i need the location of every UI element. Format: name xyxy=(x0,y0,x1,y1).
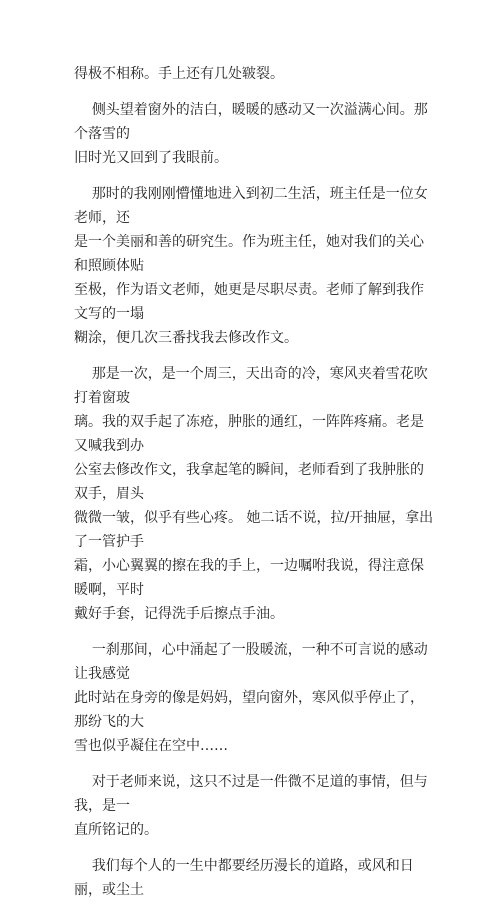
paragraph-2: 侧头望着窗外的洁白，暖暖的感动又一次溢满心间。那个落雪的 旧时光又回到了我眼前。 xyxy=(74,102,428,166)
paragraph-6: 对于老师来说，这只不过是一件微不足道的事情，但与我，是一 直所铭记的。 xyxy=(74,774,428,838)
essay-body xyxy=(74,62,434,914)
paragraph-7: 我们每个人的一生中都要经历漫长的道路，或风和日丽，或尘土 xyxy=(74,858,414,898)
paragraph-1: 得极不相称。手上还有几处皲裂。 xyxy=(74,66,284,82)
paragraph-5: 一刹那间，心中涌起了一股暖流，一种不可言说的感动让我感觉 此时站在身旁的像是妈妈，望向窗外，寒风似乎停止了，那纷飞的大 雪也似乎凝住在空中…… xyxy=(74,642,428,754)
paragraph-4: 那是一次，是一个周三，天出奇的冷，寒风夹着雪花吹打着窗玻 璃。我的双手起了冻疮，肿胀的通红，一阵阵疼痛。老是又喊我到办 公室去修改作文，我拿起笔的瞬间，老师看到了我肿胀的双手，眉头 微微一皱，似乎有些心疼。 她二话不说，拉/开抽屉，拿出了一管护手 霜，小心翼翼的擦在我的手上，一边嘱咐我说，得注意保暖啊，平时 戴好手套，记得洗手后擦点手油。 xyxy=(74,366,434,622)
paragraph-3: 那时的我刚刚懵懂地进入到初二生活，班主任是一位女老师，还 是一个美丽和善的研究生。作为班主任，她对我们的关心和照顾体贴 至极，作为语文老师，她更是尽职尽责。老师了解到我作文写的一塌 糊涂，便几次三番找我去修改作文。 xyxy=(74,186,428,346)
